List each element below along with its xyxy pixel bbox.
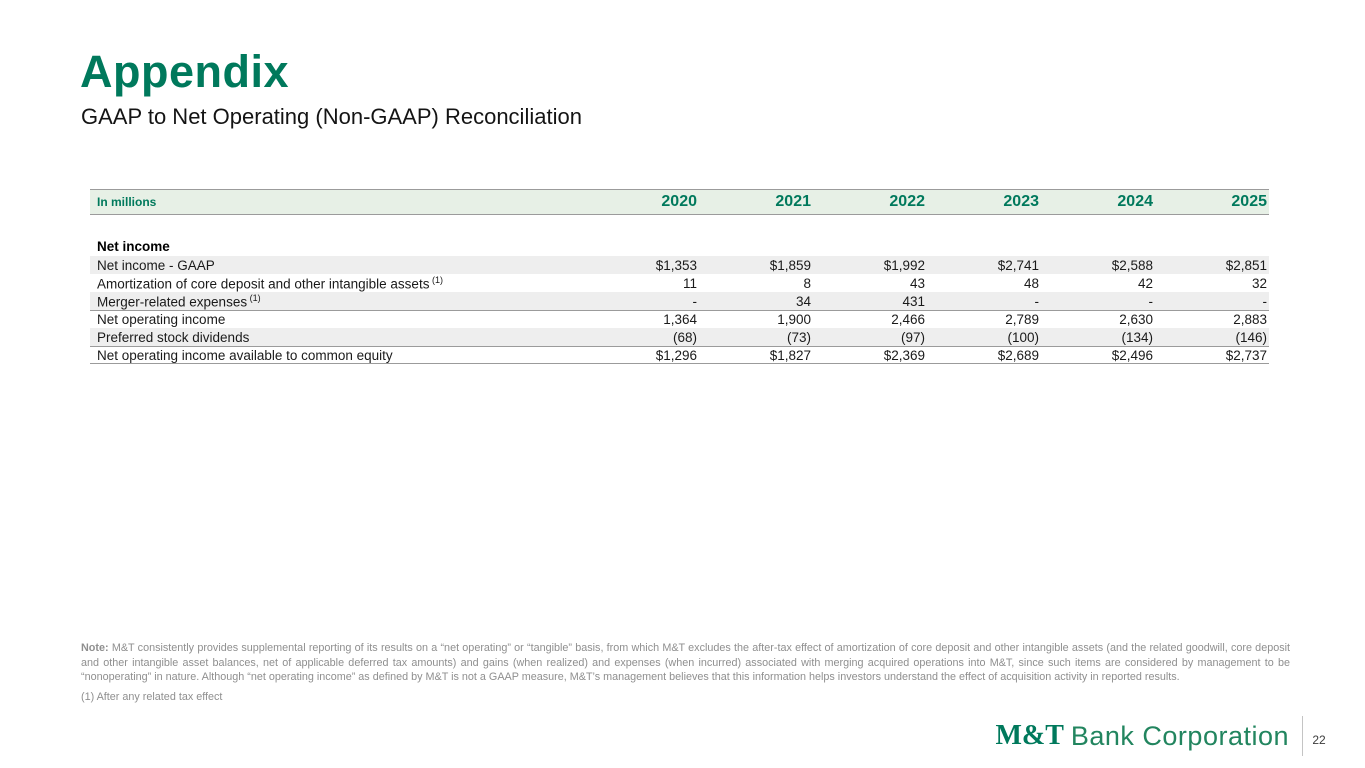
footnote-marker: (1) (429, 274, 443, 285)
value-cell-2022: $1,992 (883, 257, 925, 273)
row-label: Net operating income available to common equity (97, 347, 393, 363)
footnote-block (81, 641, 1290, 704)
value-cell-2024: 42 (1137, 275, 1153, 291)
value-cell-2024: (134) (1121, 329, 1153, 345)
value-cell-2022: $2,369 (883, 347, 925, 363)
table-header-row (90, 189, 1269, 215)
footnote-marker: (1) (247, 292, 261, 303)
value-cell-2025: 2,883 (1233, 312, 1267, 327)
row-label: Net income - GAAP (97, 257, 215, 273)
value-cell-2025: - (1262, 293, 1267, 309)
value-cell-2023: - (1034, 293, 1039, 309)
value-cell-2020: $1,296 (655, 347, 697, 363)
value-cell-2022: 431 (902, 293, 925, 309)
value-cell-2023: (100) (1007, 329, 1039, 345)
page-subtitle: GAAP to Net Operating (Non-GAAP) Reconciliation (81, 104, 582, 129)
value-cell-2021: $1,827 (769, 347, 811, 363)
mt-logo-text: Bank Corporation (1070, 720, 1289, 751)
mt-logo-mark: M&T (995, 720, 1064, 751)
row-label: Merger-related expenses $^{(1)}$ (97, 292, 261, 310)
value-cell-2023: $2,689 (997, 347, 1039, 363)
value-cell-2025: 32 (1251, 275, 1267, 291)
value-cell-2025: $2,851 (1225, 257, 1267, 273)
year-header-2025: 2025 (1231, 193, 1267, 210)
value-cell-2021: 8 (803, 275, 811, 291)
value-cell-2020: 1,364 (663, 312, 697, 327)
table-row (90, 292, 1269, 310)
value-cell-2021: (73) (786, 329, 811, 345)
table-row (90, 310, 1269, 328)
value-cell-2022: (97) (900, 329, 925, 345)
year-header-2021: 2021 (775, 193, 811, 210)
value-cell-2022: 2,466 (891, 312, 925, 327)
year-header-2024: 2024 (1117, 193, 1153, 210)
value-cell-2021: $1,859 (769, 257, 811, 273)
note-paragraph (81, 641, 1290, 685)
year-header-2020: 2020 (661, 193, 697, 210)
value-cell-2020: $1,353 (655, 257, 697, 273)
value-cell-2021: 34 (795, 293, 811, 309)
table-row (90, 346, 1269, 364)
page-number: 22 (1312, 733, 1326, 747)
unit-label: In millions (97, 195, 157, 209)
row-label: Amortization of core deposit and other intangible assets $^{(1)}$ (97, 274, 443, 292)
value-cell-2024: $2,496 (1111, 347, 1153, 363)
page-title: Appendix (80, 46, 290, 97)
value-cell-2020: 11 (682, 275, 697, 291)
year-header-2022: 2022 (889, 193, 925, 210)
value-cell-2024: - (1148, 293, 1153, 309)
footnote-1: (1) After any related tax effect (81, 690, 223, 703)
reconciliation-table (90, 189, 1269, 364)
note-label: Note: (81, 642, 109, 654)
reconciliation-table-rows (90, 256, 1269, 364)
value-cell-2020: (68) (672, 329, 697, 345)
table-row (90, 256, 1269, 274)
value-cell-2025: (146) (1235, 329, 1267, 345)
row-label: Preferred stock dividends (97, 329, 250, 345)
year-header-cells (585, 193, 1269, 211)
table-spacer (90, 215, 1269, 237)
value-cell-2020: - (692, 293, 697, 309)
value-cell-2023: 2,789 (1005, 312, 1039, 327)
value-cell-2024: $2,588 (1111, 257, 1153, 273)
value-cell-2022: 43 (909, 275, 925, 291)
year-header-2023: 2023 (1003, 193, 1039, 210)
table-row (90, 274, 1269, 292)
value-cell-2023: 48 (1023, 275, 1039, 291)
note-text: M&T consistently provides supplemental reporting of its results on a “net operating” or “tangible” basis, from which M&T excludes the after-tax effect of amortization of core deposit and other intangible assets (and the related goodwill, core deposit and other intangible asset balances, net of applicable deferred tax amounts) and gains (when realized) and expenses (when incurred) associated with merging acquired operations into M&T, since such items are considered by management to be “nonoperating” in nature. Although “net operating income” as defined by M&T is not a GAAP measure, M&T’s management believes that this information helps investors understand the effect of acquisition activity in reported results. (81, 642, 1291, 683)
section-header-net-income: Net income (97, 239, 170, 254)
table-row (90, 328, 1269, 346)
footer (995, 716, 1335, 756)
value-cell-2025: $2,737 (1225, 347, 1267, 363)
row-label: Net operating income (97, 312, 226, 327)
value-cell-2024: 2,630 (1119, 312, 1153, 327)
value-cell-2023: $2,741 (997, 257, 1039, 273)
value-cell-2021: 1,900 (777, 312, 811, 327)
